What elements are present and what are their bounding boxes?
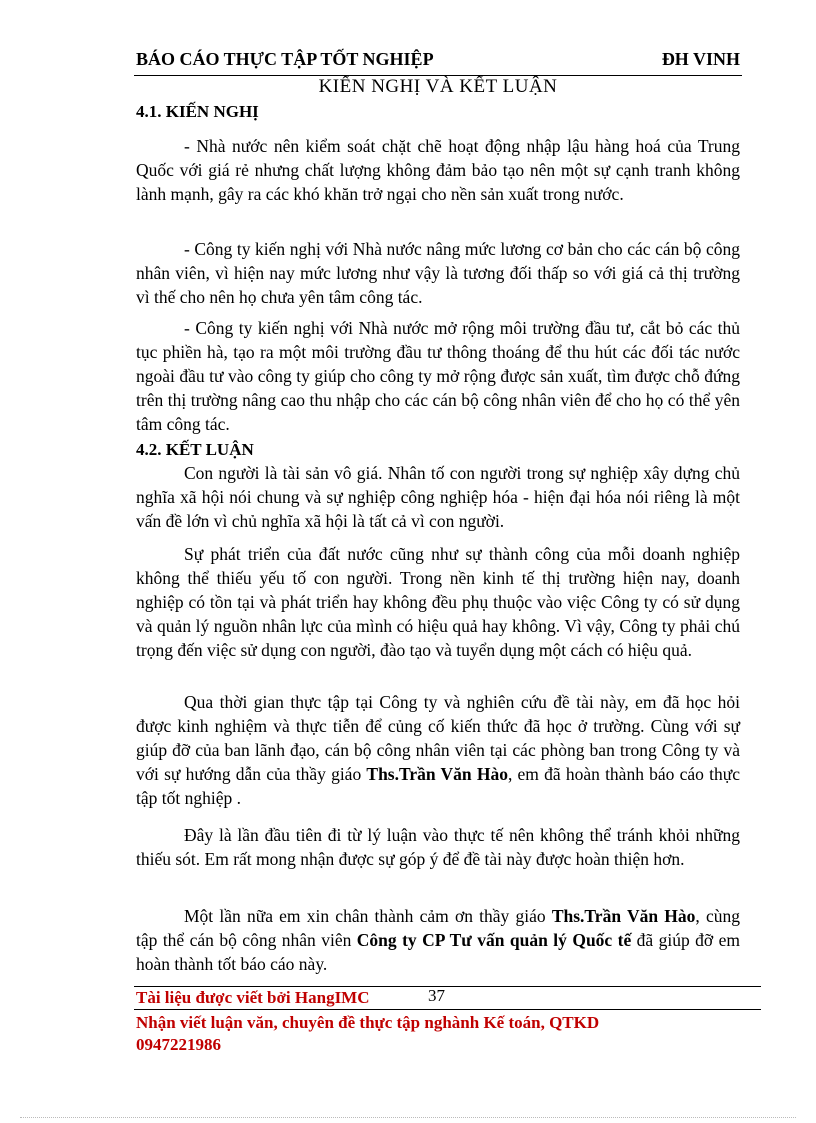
paragraph bbox=[136, 690, 740, 810]
footer-advertisement bbox=[136, 1012, 756, 1056]
footer-rule-bottom bbox=[134, 1009, 761, 1010]
paragraph: - Công ty kiến nghị với Nhà nước mở rộng môi trường đầu tư, cắt bỏ các thủ tục phiền hà, tạo ra một môi trường đầu tư thông thoáng để thu hút các đối tác nước ngoài đầu tư vào công ty giúp cho công ty mở rộng được sản xuất, tìm được chỗ đứng trên thị trường nâng cao thu nhập cho các cán bộ công nhân viên để cho họ có thể yên tâm công tác. bbox=[136, 318, 740, 434]
page-edge-dotted-line bbox=[20, 1117, 796, 1118]
paragraph: - Nhà nước nên kiểm soát chặt chẽ hoạt động nhập lậu hàng hoá của Trung Quốc với giá rẻ nhưng chất lượng không đảm bảo tạo nên một sự cạnh tranh không lành mạnh, gây ra các khó khăn trở ngại cho nền sản xuất trong nước. bbox=[136, 136, 740, 204]
advisor-name: Ths.Trần Văn Hào bbox=[551, 906, 696, 926]
footer-rule-top bbox=[134, 986, 761, 987]
header-left: BÁO CÁO THỰC TẬP TỐT NGHIỆP bbox=[136, 49, 434, 69]
paragraph: - Công ty kiến nghị với Nhà nước nâng mức lương cơ bản cho các cán bộ công nhân viên, vì hiện nay mức lương như vậy là tương đối thấp so với giá cả thị trường vì thế cho nên họ chưa yên tâm công tác. bbox=[136, 239, 740, 307]
paragraph-text: , em đã hoàn thành báo cáo thực tập tốt nghiệp . bbox=[136, 764, 740, 808]
page-title: KIẾN NGHỊ VÀ KẾT LUẬN bbox=[318, 76, 558, 97]
header-right: ĐH VINH bbox=[661, 49, 740, 69]
advisor-name: Ths.Trần Văn Hào bbox=[366, 764, 508, 784]
page-number: 37 bbox=[428, 986, 445, 1005]
paragraph: Con người là tài sản vô giá. Nhân tố con người trong sự nghiệp xây dựng chủ nghĩa xã hội nói chung và sự nghiệp công nghiệp hóa - hiện đại hóa nói riêng là một vấn đề lớn vì chủ nghĩa xã hội là tất cả vì con người. bbox=[136, 463, 740, 531]
section-heading-conclusion: 4.2. KẾT LUẬN bbox=[136, 440, 254, 459]
paragraph-text: Một lần nữa em xin chân thành cảm ơn thầy giáo bbox=[184, 906, 552, 926]
footer-ad-line: Nhận viết luận văn, chuyên đề thực tập nghành Kế toán, QTKD bbox=[136, 1013, 600, 1032]
paragraph-text: Qua thời gian thực tập tại Công ty và nghiên cứu đề tài này, em đã học hỏi được kinh nghiệm và thực tiễn để củng cố kiến thức đã học ở trường. Cùng với sự giúp đỡ của ban lãnh đạo, cán bộ công nhân viên tại các phòng ban trong Công ty và với sự hướng dẫn của thầy giáo bbox=[136, 692, 740, 784]
paragraph: Sự phát triển của đất nước cũng như sự thành công của mỗi doanh nghiệp không thể thiếu yếu tố con người. Trong nền kinh tế thị trường hiện nay, doanh nghiệp có tồn tại và phát triển hay không đều phụ thuộc vào việc Công ty có sử dụng và quản lý nguồn nhân lực của mình có hiệu quả hay không. Vì vậy, Công ty phải chú trọng đến việc sử dụng con người, đào tạo và tuyển dụng một cách có hiệu quả. bbox=[136, 544, 740, 660]
paragraph: Đây là lần đầu tiên đi từ lý luận vào thực tế nên không thể tránh khỏi những thiếu sót. Em rất mong nhận được sự góp ý để đề tài này được hoàn thiện hơn. bbox=[136, 825, 740, 869]
page-header bbox=[136, 49, 740, 70]
paragraph bbox=[136, 904, 740, 976]
paragraph-text: đã giúp đỡ em hoàn thành tốt báo cáo này. bbox=[136, 930, 741, 974]
paragraph-text: , cùng tập thể cán bộ công nhân viên bbox=[136, 906, 740, 950]
company-name: Công ty CP Tư vấn quản lý Quốc tế bbox=[356, 930, 632, 950]
footer-phone: 0947221986 bbox=[136, 1035, 221, 1054]
footer-author: Tài liệu được viết bởi HangIMC bbox=[136, 988, 370, 1007]
section-heading-recommendations: 4.1. KIẾN NGHỊ bbox=[136, 102, 259, 121]
